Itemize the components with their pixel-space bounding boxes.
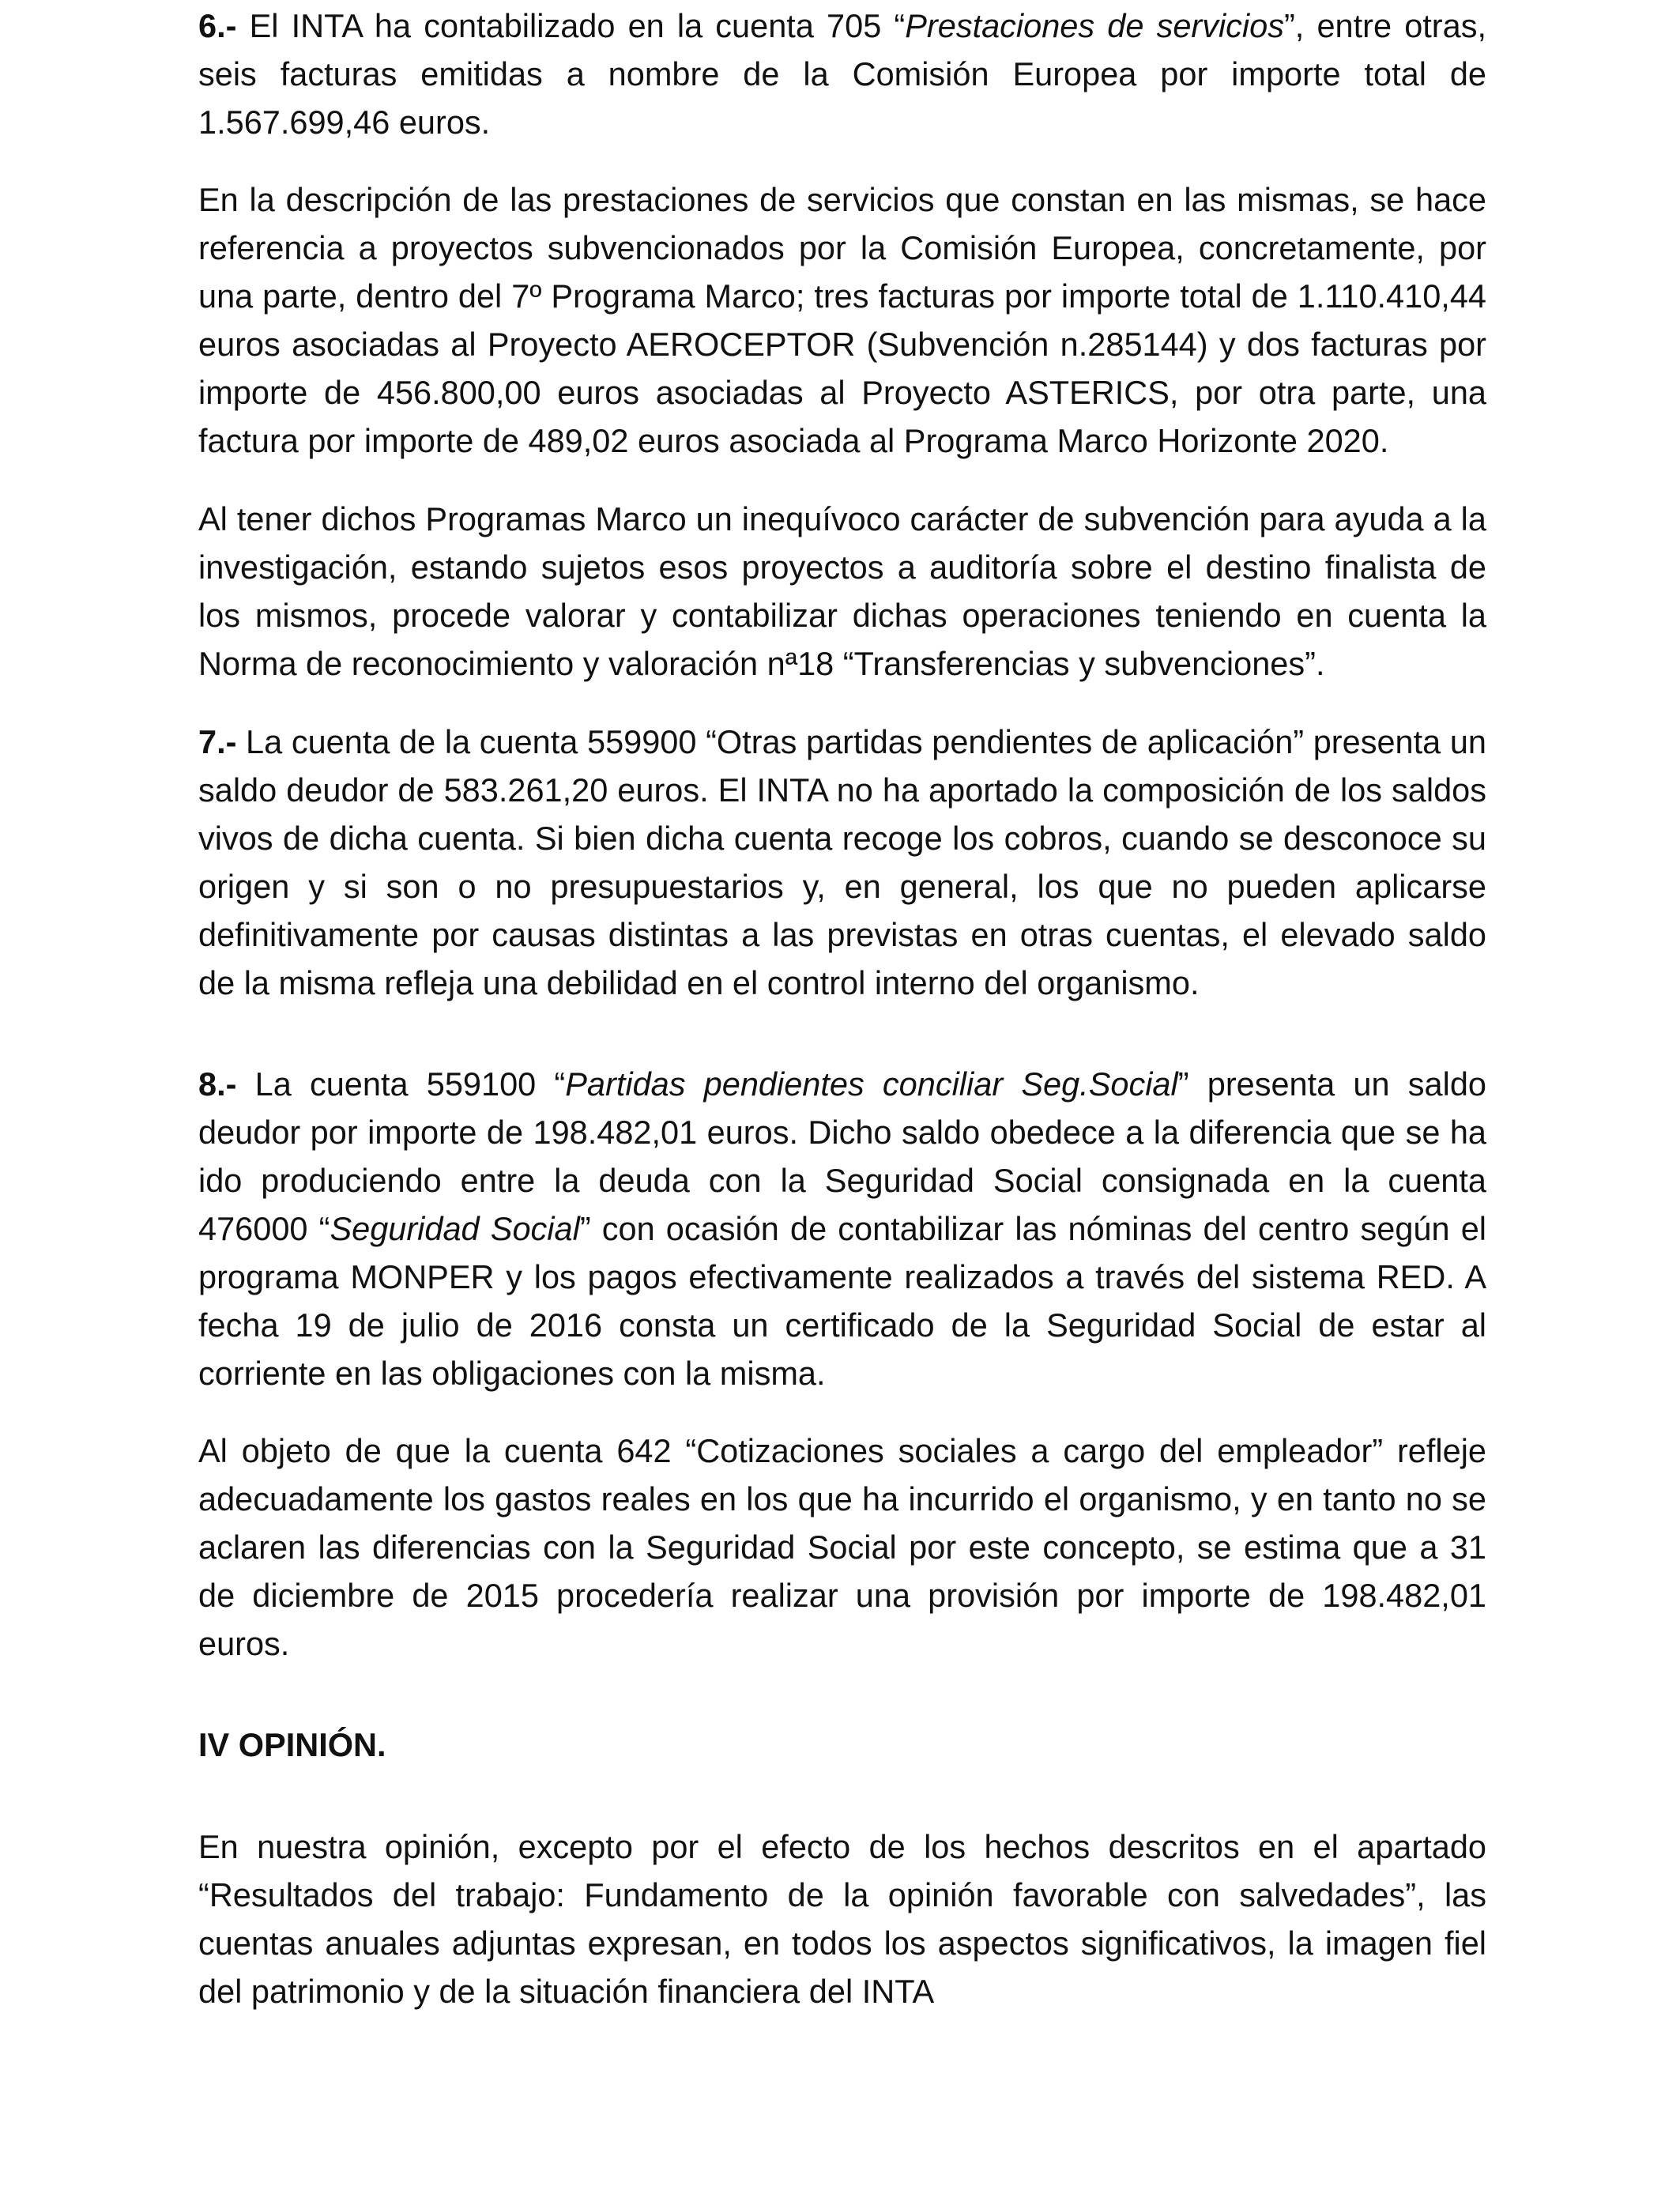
section-8-text-c: ” con ocasión de contabilizar las nóminas del centro según el programa MONPER y los pagos efectivamente realizados a través del sistema RED. A fecha 19 de julio de 2016 consta un certificado de la Seguridad Social de estar al corriente en las obligaciones con la misma. <box>198 1210 1486 1392</box>
document-body <box>198 2 1486 2015</box>
section-6-text-b: ”, entre otras, seis facturas emitidas a nombre de la Comisión Europea por importe total de 1.567.699,46 euros. <box>198 7 1486 141</box>
section-8-number: 8.- <box>198 1065 237 1103</box>
section-8-text-a: La cuenta 559100 “ <box>236 1065 566 1103</box>
section-6-paragraph-1 <box>198 2 1486 146</box>
section-6-paragraph-2: En la descripción de las prestaciones de servicios que constan en las mismas, se hace referencia a proyectos subvencionados por la Comisión Europea, concretamente, por una parte, dentro del 7º Programa Marco; tres facturas por importe total de 1.110.410,44 euros asociadas al Proyecto AEROCEPTOR (Subvención n.285144) y dos facturas por importe de 456.800,00 euros asociadas al Proyecto ASTERICS, por otra parte, una factura por importe de 489,02 euros asociada al Programa Marco Horizonte 2020. <box>198 181 1486 459</box>
section-8-text-b: ” presenta un saldo deudor por importe de 198.482,01 euros. Dicho saldo obedece a la diferencia que se ha ido produciendo entre la deuda con la Seguridad Social consignada en la cuenta 476000 “ <box>198 1065 1486 1247</box>
section-6-number: 6.- <box>198 7 237 44</box>
section-8-paragraph-2: Al objeto de que la cuenta 642 “Cotizaciones sociales a cargo del empleador” refleje adecuadamente los gastos reales en los que ha incurrido el organismo, y en tanto no se aclaren las diferencias con la Seguridad Social por este concepto, se estima que a 31 de diciembre de 2015 procedería realizar una provisión por importe de 198.482,01 euros. <box>198 1432 1486 1662</box>
section-7-number: 7.- <box>198 723 237 760</box>
section-8-italic-term-1: Partidas pendientes conciliar Seg.Social <box>565 1065 1178 1103</box>
section-6-paragraph-3: Al tener dichos Programas Marco un inequívoco carácter de subvención para ayuda a la investigación, estando sujetos esos proyectos a auditoría sobre el destino finalista de los mismos, procede valorar y contabilizar dichas operaciones teniendo en cuenta la Norma de reconocimiento y valoración nª18 “Transferencias y subvenciones”. <box>198 500 1486 682</box>
section-8-paragraph-1 <box>198 1060 1486 1397</box>
section-6-text-a: El INTA ha contabilizado en la cuenta 705 “ <box>236 7 906 44</box>
opinion-paragraph-1: En nuestra opinión, excepto por el efecto de los hechos descritos en el apartado “Resultados del trabajo: Fundamento de la opinión favorable con salvedades”, las cuentas anuales adjuntas expresan, en todos los aspectos significativos, la imagen fiel del patrimonio y de la situación financiera del INTA <box>198 1828 1486 2010</box>
section-6-italic-term: Prestaciones de servicios <box>905 7 1284 44</box>
section-7-paragraph-1 <box>198 718 1486 1007</box>
section-7-text: La cuenta de la cuenta 559900 “Otras partidas pendientes de aplicación” presenta un saldo deudor de 583.261,20 euros. El INTA no ha aportado la composición de los saldos vivos de dicha cuenta. Si bien dicha cuenta recoge los cobros, cuando se desconoce su origen y si son o no presupuestarios y, en general, los que no pueden aplicarse definitivamente por causas distintas a las previstas en otras cuentas, el elevado saldo de la misma refleja una debilidad en el control interno del organismo. <box>198 723 1486 1001</box>
section-8-italic-term-2: Seguridad Social <box>330 1210 580 1247</box>
opinion-heading: IV OPINIÓN. <box>198 1726 386 1763</box>
